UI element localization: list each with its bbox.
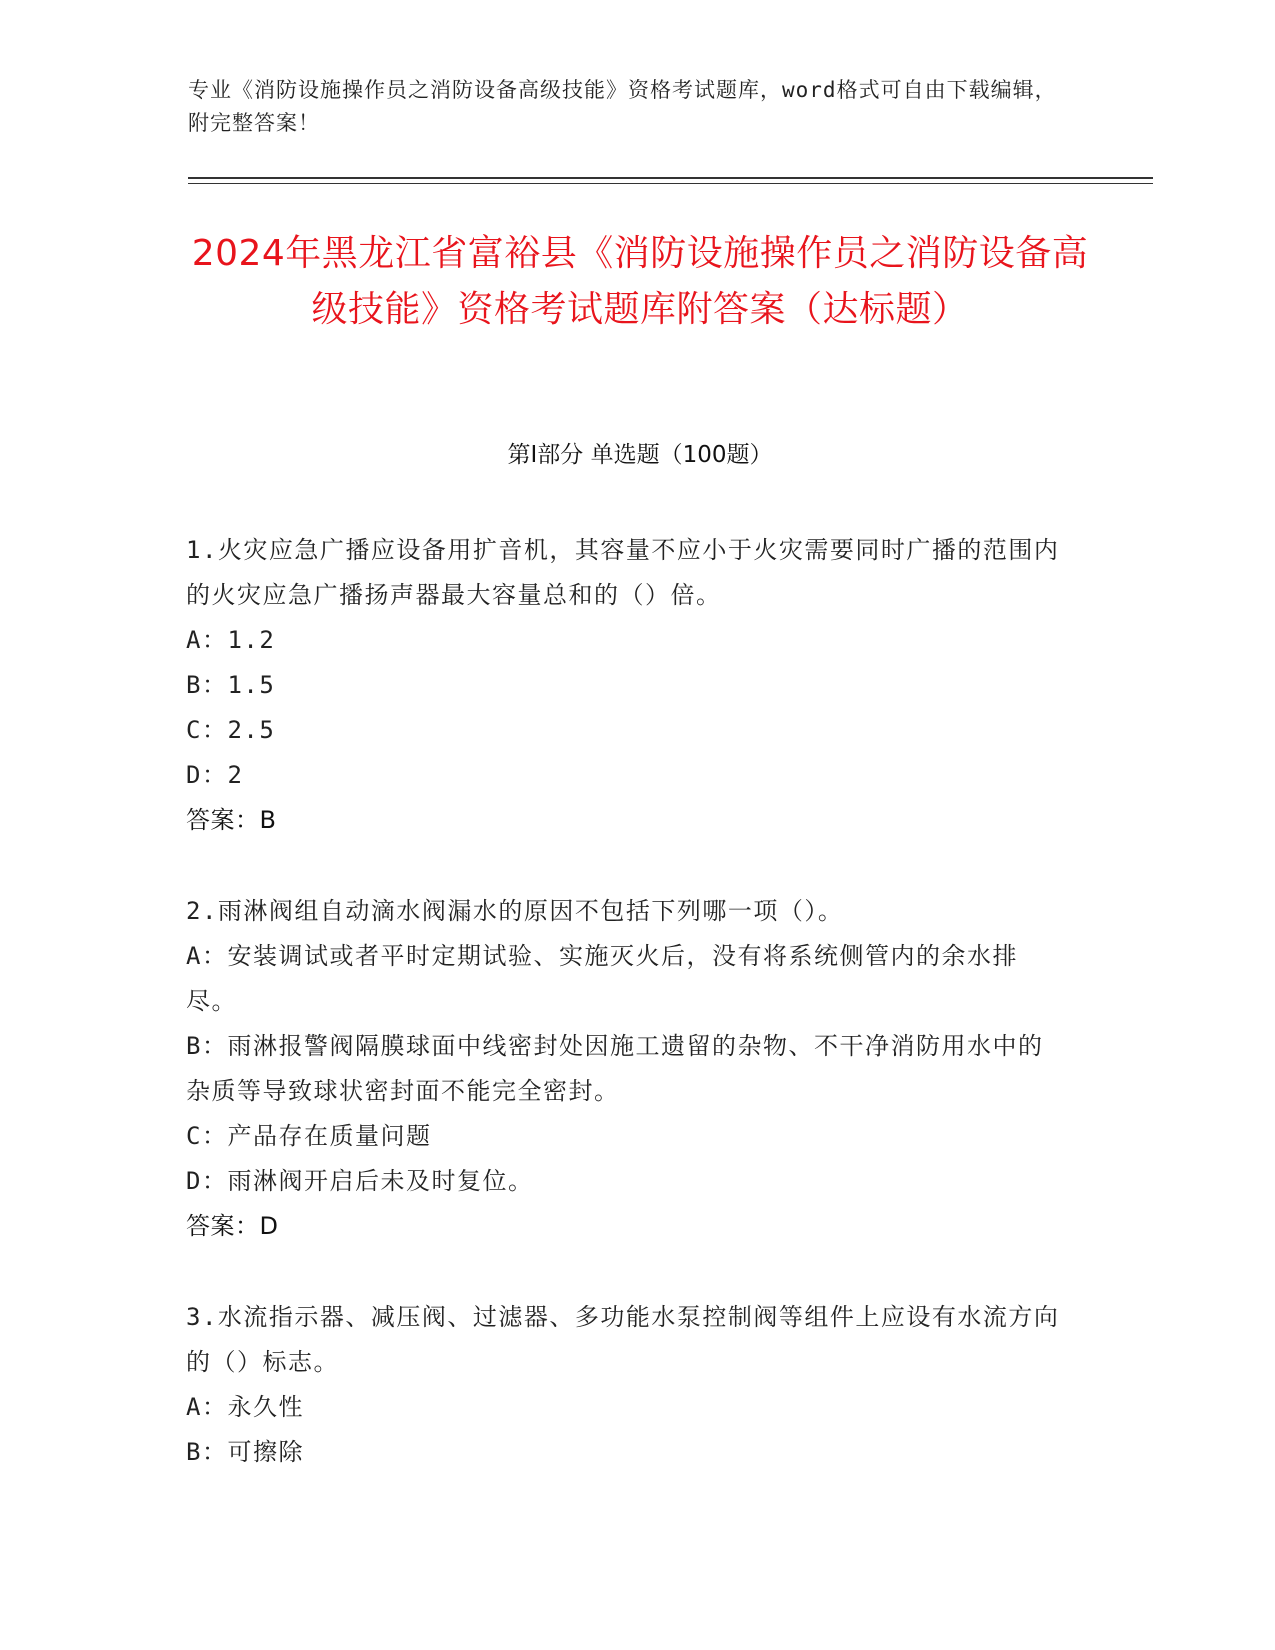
option-a: A：永久性: [186, 1393, 304, 1421]
header-divider-thin: [188, 183, 1153, 184]
header-divider-thick: [188, 177, 1153, 179]
question-stem: 1.火灾应急广播应设备用扩音机，其容量不应小于火灾需要同时广播的范围内的火灾应急广播扬声器最大容量总和的（）倍。: [186, 536, 1060, 609]
option-b: B：雨淋报警阀隔膜球面中线密封处因施工遗留的杂物、不干净消防用水中的杂质等导致球状密封面不能完全密封。: [186, 1032, 1044, 1105]
section-heading: 第Ⅰ部分 单选题（100题）: [507, 442, 773, 468]
answer: 答案：D: [186, 1212, 279, 1240]
question-2: [186, 889, 1066, 1249]
option-d: D：2: [186, 761, 244, 789]
question-1: [186, 528, 1066, 843]
option-b: B：1.5: [186, 671, 276, 699]
option-d: D：雨淋阀开启后未及时复位。: [186, 1167, 534, 1195]
option-a: A：安装调试或者平时定期试验、实施灭火后，没有将系统侧管内的余水排尽。: [186, 942, 1018, 1015]
question-list: [186, 528, 1066, 1521]
option-c: C：2.5: [186, 716, 276, 744]
header-note: 专业《消防设施操作员之消防设备高级技能》资格考试题库，word格式可自由下载编辑，附完整答案！: [188, 78, 1057, 135]
option-c: C：产品存在质量问题: [186, 1122, 432, 1150]
question-3: [186, 1295, 1066, 1475]
option-b: B：可擦除: [186, 1438, 304, 1466]
option-a: A：1.2: [186, 626, 276, 654]
answer: 答案：B: [186, 806, 277, 834]
question-stem: 2.雨淋阀组自动滴水阀漏水的原因不包括下列哪一项（）。: [186, 897, 844, 925]
question-stem: 3.水流指示器、减压阀、过滤器、多功能水泵控制阀等组件上应设有水流方向的（）标志。: [186, 1303, 1060, 1376]
document-title: 2024年黑龙江省富裕县《消防设施操作员之消防设备高级技能》资格考试题库附答案（达标题）: [191, 233, 1089, 330]
